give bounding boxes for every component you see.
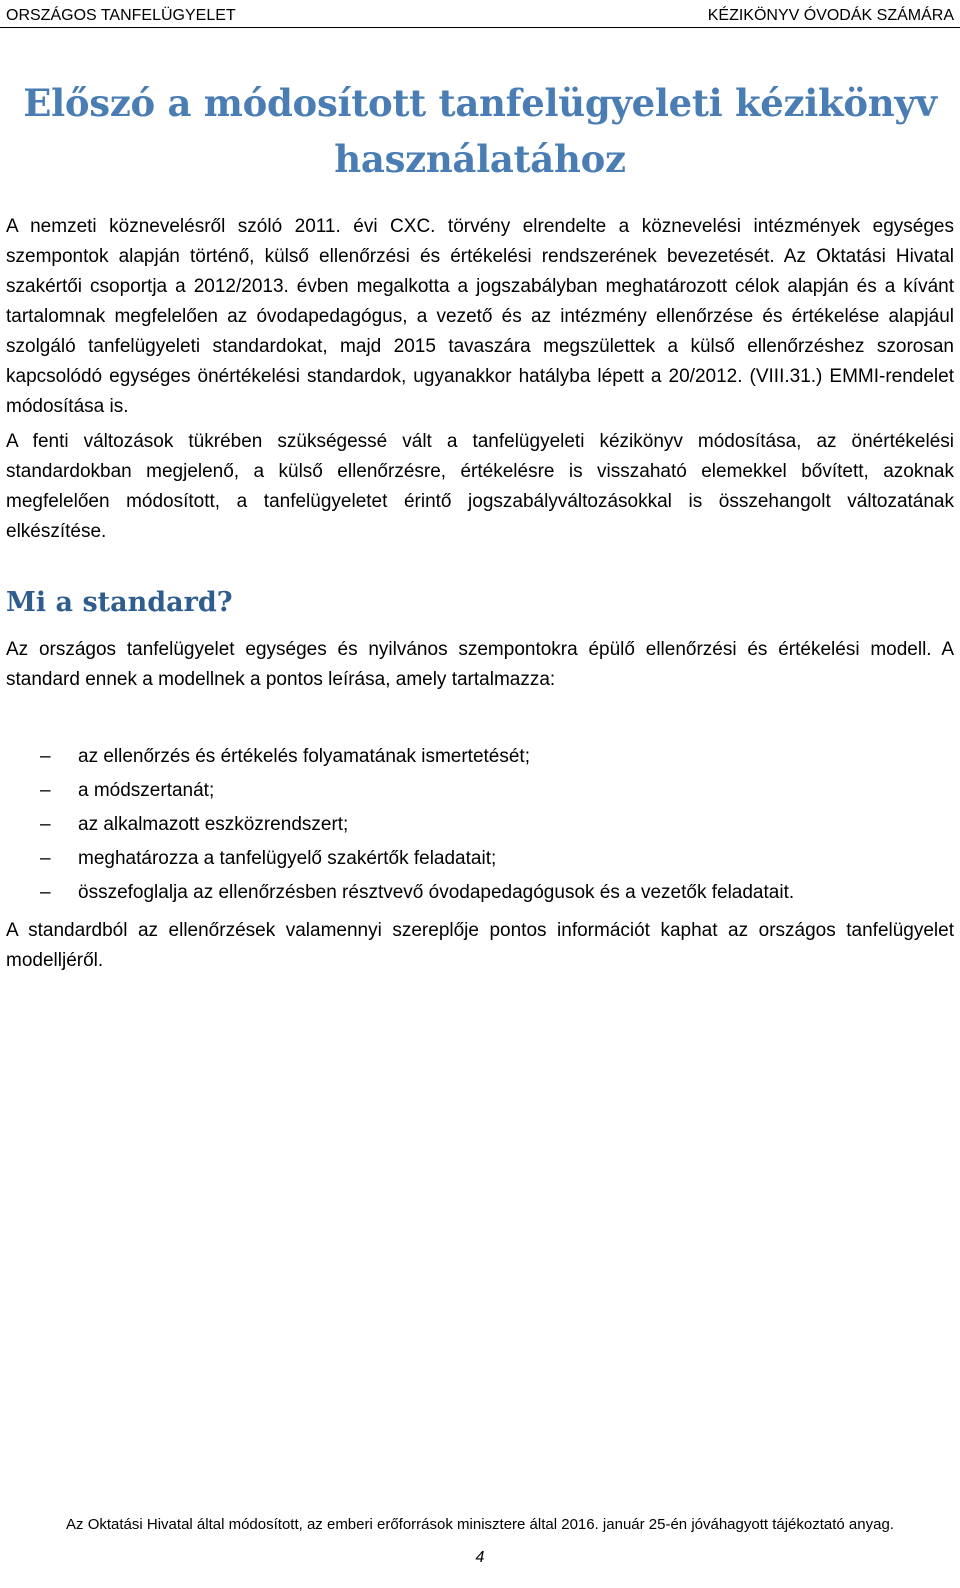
dash-bullet: – <box>40 746 51 767</box>
header-right-text: KÉZIKÖNYV ÓVODÁK SZÁMÁRA <box>707 7 954 24</box>
list-item-text: az ellenőrzés és értékelés folyamatának ismertetését; <box>78 746 530 767</box>
header-left-text: ORSZÁGOS TANFELÜGYELET <box>6 7 236 24</box>
list-item <box>6 740 954 774</box>
page-number: 4 <box>475 1549 485 1566</box>
dash-bullet: – <box>40 814 51 835</box>
list-item-text: az alkalmazott eszközrendszert; <box>78 814 349 835</box>
dash-bullet: – <box>40 882 51 903</box>
list-item-text: összefoglalja az ellenőrzésben résztvevő óvodapedagógusok és a vezetők feladatait. <box>78 882 795 903</box>
dash-bullet: – <box>40 780 51 801</box>
list-item-text: meghatározza a tanfelügyelő szakértők feladatait; <box>78 848 497 869</box>
standard-contents-list <box>6 740 954 910</box>
section-intro: Az országos tanfelügyelet egységes és nyilvános szempontokra épülő ellenőrzési és értékelési modell. A standard ennek a modellnek a pontos leírása, amely tartalmazza: <box>6 639 954 690</box>
paragraph-1: A nemzeti köznevelésről szóló 2011. évi CXC. törvény elrendelte a köznevelési intézmények egységes szempontok alapján történő, külső ellenőrzési és értékelési rendszerének bevezetését. Az Oktatási Hivatal szakértői csoportja a 2012/2013. évben megalkotta a jogszabályban meghatározott célok alapján és a kívánt tartalomnak megfelelően az óvodapedagógus, a vezető és az intézmény ellenőrzése és értékelése alapjául szolgáló tanfelügyeleti standardokat, majd 2015 tavaszára megszülettek a külső ellenőrzéshez szorosan kapcsolódó egységes önértékelési standardok, ugyanakkor hatályba lépett a 20/2012. (VIII.31.) EMMI-rendelet módosítása is. <box>6 216 954 417</box>
page-title <box>0 75 960 187</box>
page-title-line-2: használatához <box>334 137 626 181</box>
paragraph-2: A fenti változások tükrében szükségessé vált a tanfelügyeleti kézikönyv módosítása, az önértékelési standardokban megjelenő, a külső ellenőrzésre, értékelésre is visszaható elemekkel bővített, azoknak megfelelően módosított, a tanfelügyeletet érintő jogszabályváltozásokkal is összehangolt változatának elkészítése. <box>6 431 954 542</box>
list-item <box>6 774 954 808</box>
list-item <box>6 876 954 910</box>
closing-paragraph: A standardból az ellenőrzések valamennyi szereplője pontos információt kaphat az országos tanfelügyelet modelljéről. <box>6 920 954 971</box>
running-header <box>0 0 960 28</box>
main-content <box>6 212 954 976</box>
page-title-line-1: Előszó a módosított tanfelügyeleti kézikönyv <box>23 81 937 125</box>
list-item <box>6 808 954 842</box>
section-heading: Mi a standard? <box>6 587 233 618</box>
dash-bullet: – <box>40 848 51 869</box>
footer-note: Az Oktatási Hivatal által módosított, az emberi erőforrások minisztere által 2016. január 25-én jóváhagyott tájékoztató anyag. <box>66 1516 894 1533</box>
list-item <box>6 842 954 876</box>
list-item-text: a módszertanát; <box>78 780 215 801</box>
